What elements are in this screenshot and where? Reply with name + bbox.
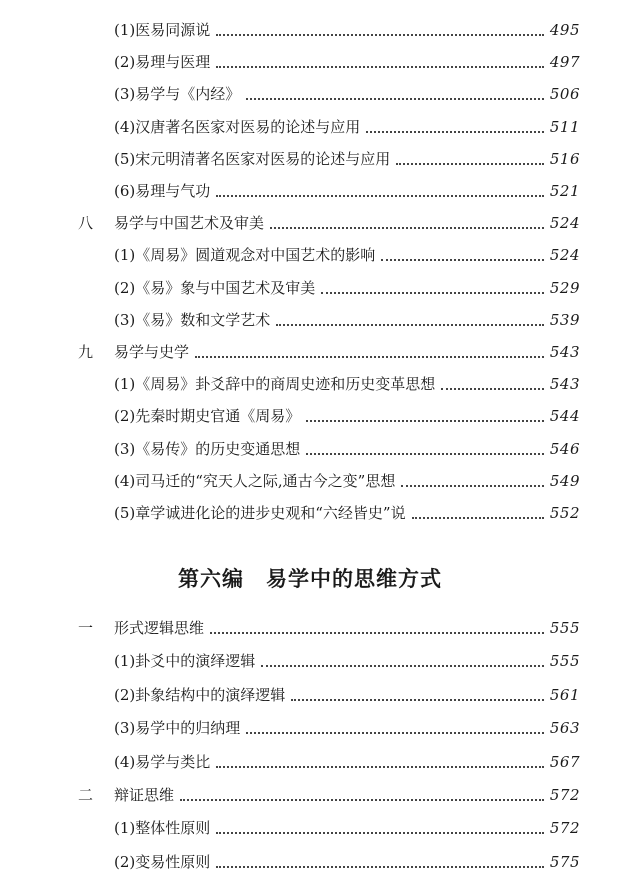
toc-page-number: 524 <box>549 246 580 265</box>
toc-entry-label: (4)易学与类比 <box>114 752 211 771</box>
toc-entry-label: (6)易理与气功 <box>114 182 211 200</box>
dot-leader <box>396 161 544 165</box>
toc-entry-sub <box>0 816 620 840</box>
toc-entry-main <box>0 616 620 640</box>
dot-leader <box>216 193 544 197</box>
toc-page-number: 572 <box>549 819 580 838</box>
dot-leader <box>321 290 544 294</box>
dot-leader <box>412 515 544 519</box>
toc-entry-sub <box>0 276 620 300</box>
dot-leader <box>381 257 544 261</box>
dot-leader <box>306 451 544 455</box>
dot-leader <box>261 663 544 667</box>
dot-leader <box>210 630 544 634</box>
toc-entry-label: (1)整体性原则 <box>114 819 211 838</box>
dot-leader <box>216 64 544 68</box>
toc-entry-sub <box>0 850 620 874</box>
toc-page-number: 516 <box>549 149 580 168</box>
dot-leader <box>246 730 544 734</box>
toc-entry-sub <box>0 115 620 139</box>
toc-entry-label: (1)《周易》圆道观念对中国艺术的影响 <box>114 246 376 265</box>
toc-entry-number: 九 <box>78 343 94 361</box>
toc-entry-sub <box>0 716 620 740</box>
toc-page-number: 543 <box>549 375 580 394</box>
toc-entry-number: 八 <box>78 214 94 233</box>
toc-page-number: 521 <box>549 182 580 200</box>
toc-entry-label: (4)汉唐著名医家对医易的论述与应用 <box>114 117 361 136</box>
toc-entry-sub <box>0 372 620 396</box>
toc-entry-label: (2)卦象结构中的演绎逻辑 <box>114 685 286 704</box>
toc-entry-number: 一 <box>78 619 94 637</box>
toc-entry-sub <box>0 501 620 525</box>
toc-entry-sub <box>0 179 620 203</box>
toc-entry-sub <box>0 404 620 428</box>
toc-entry-sub <box>0 50 620 74</box>
toc-page-number: 539 <box>549 310 580 329</box>
toc-page-number: 575 <box>549 852 580 871</box>
toc-page-number: 497 <box>549 53 580 72</box>
toc-entry-sub <box>0 437 620 461</box>
toc-page-number: 552 <box>549 504 580 522</box>
toc-page-number: 544 <box>549 407 580 426</box>
toc-entry-sub <box>0 469 620 493</box>
toc-entry-label: (2)先秦时期史官通《周易》 <box>114 407 301 426</box>
toc-entry-number: 二 <box>78 786 94 804</box>
toc-page-number: 546 <box>549 439 580 458</box>
toc-entry-label: (3)易学中的归纳理 <box>114 719 241 738</box>
dot-leader <box>180 797 544 801</box>
toc-entry-main <box>0 340 620 364</box>
toc-entry-sub <box>0 243 620 267</box>
toc-entry-label: (1)卦爻中的演绎逻辑 <box>114 652 256 671</box>
toc-entry-label: (2)易理与医理 <box>114 53 211 72</box>
dot-leader <box>216 764 544 768</box>
dot-leader <box>246 96 544 100</box>
toc-entry-label: (3)易学与《内经》 <box>114 85 241 104</box>
dot-leader <box>195 354 544 358</box>
section-heading: 第六编 易学中的思维方式 <box>178 567 442 591</box>
toc-page-number: 567 <box>549 752 580 771</box>
toc-entry-label: (5)宋元明清著名医家对医易的论述与应用 <box>114 149 391 168</box>
toc-entry-sub <box>0 82 620 106</box>
toc-page-number: 555 <box>549 652 580 671</box>
toc-entry-sub <box>0 18 620 42</box>
dot-leader <box>276 322 544 326</box>
toc-entry-main <box>0 783 620 807</box>
toc-entry-sub <box>0 683 620 707</box>
toc-entry-sub <box>0 750 620 774</box>
toc-page-number: 529 <box>549 278 580 297</box>
toc-entry-label: 易学与中国艺术及审美 <box>114 214 265 233</box>
toc-page-number: 572 <box>549 786 580 804</box>
toc-entry-label: (1)《周易》卦爻辞中的商周史迹和历史变革思想 <box>114 375 436 394</box>
toc-entry-label: (2)变易性原则 <box>114 852 211 871</box>
dot-leader <box>216 864 544 868</box>
toc-entry-sub <box>0 649 620 673</box>
toc-entry-label: 辩证思维 <box>114 786 175 804</box>
toc-entry-label: 易学与史学 <box>114 343 190 361</box>
dot-leader <box>270 225 544 229</box>
toc-entry-label: 形式逻辑思维 <box>114 619 205 637</box>
toc-entry-label: (3)《易》数和文学艺术 <box>114 310 271 329</box>
toc-page-number: 549 <box>549 471 580 490</box>
toc-page-number: 563 <box>549 719 580 738</box>
toc-entry-label: (4)司马迁的“究天人之际,通古今之变”思想 <box>114 471 396 490</box>
toc-page-number: 495 <box>549 21 580 39</box>
dot-leader <box>216 32 544 36</box>
toc-page-number: 543 <box>549 343 580 361</box>
toc-entry-sub <box>0 147 620 171</box>
toc-entry-label: (1)医易同源说 <box>114 21 211 39</box>
toc-entry-label: (2)《易》象与中国艺术及审美 <box>114 278 316 297</box>
toc-entry-label: (5)章学诚进化论的进步史观和“六经皆史”说 <box>114 504 406 522</box>
toc-page-number: 555 <box>549 619 580 637</box>
toc-entry-sub <box>0 308 620 332</box>
dot-leader <box>216 830 544 834</box>
dot-leader <box>366 129 544 133</box>
toc-entry-label: (3)《易传》的历史变通思想 <box>114 439 301 458</box>
toc-page-number: 561 <box>549 685 580 704</box>
dot-leader <box>291 697 544 701</box>
dot-leader <box>401 483 544 487</box>
dot-leader <box>306 418 544 422</box>
toc-entry-main <box>0 211 620 235</box>
dot-leader <box>441 386 544 390</box>
toc-page-number: 506 <box>549 85 580 104</box>
toc-page-number: 511 <box>549 117 580 136</box>
toc-page-number: 524 <box>549 214 580 233</box>
